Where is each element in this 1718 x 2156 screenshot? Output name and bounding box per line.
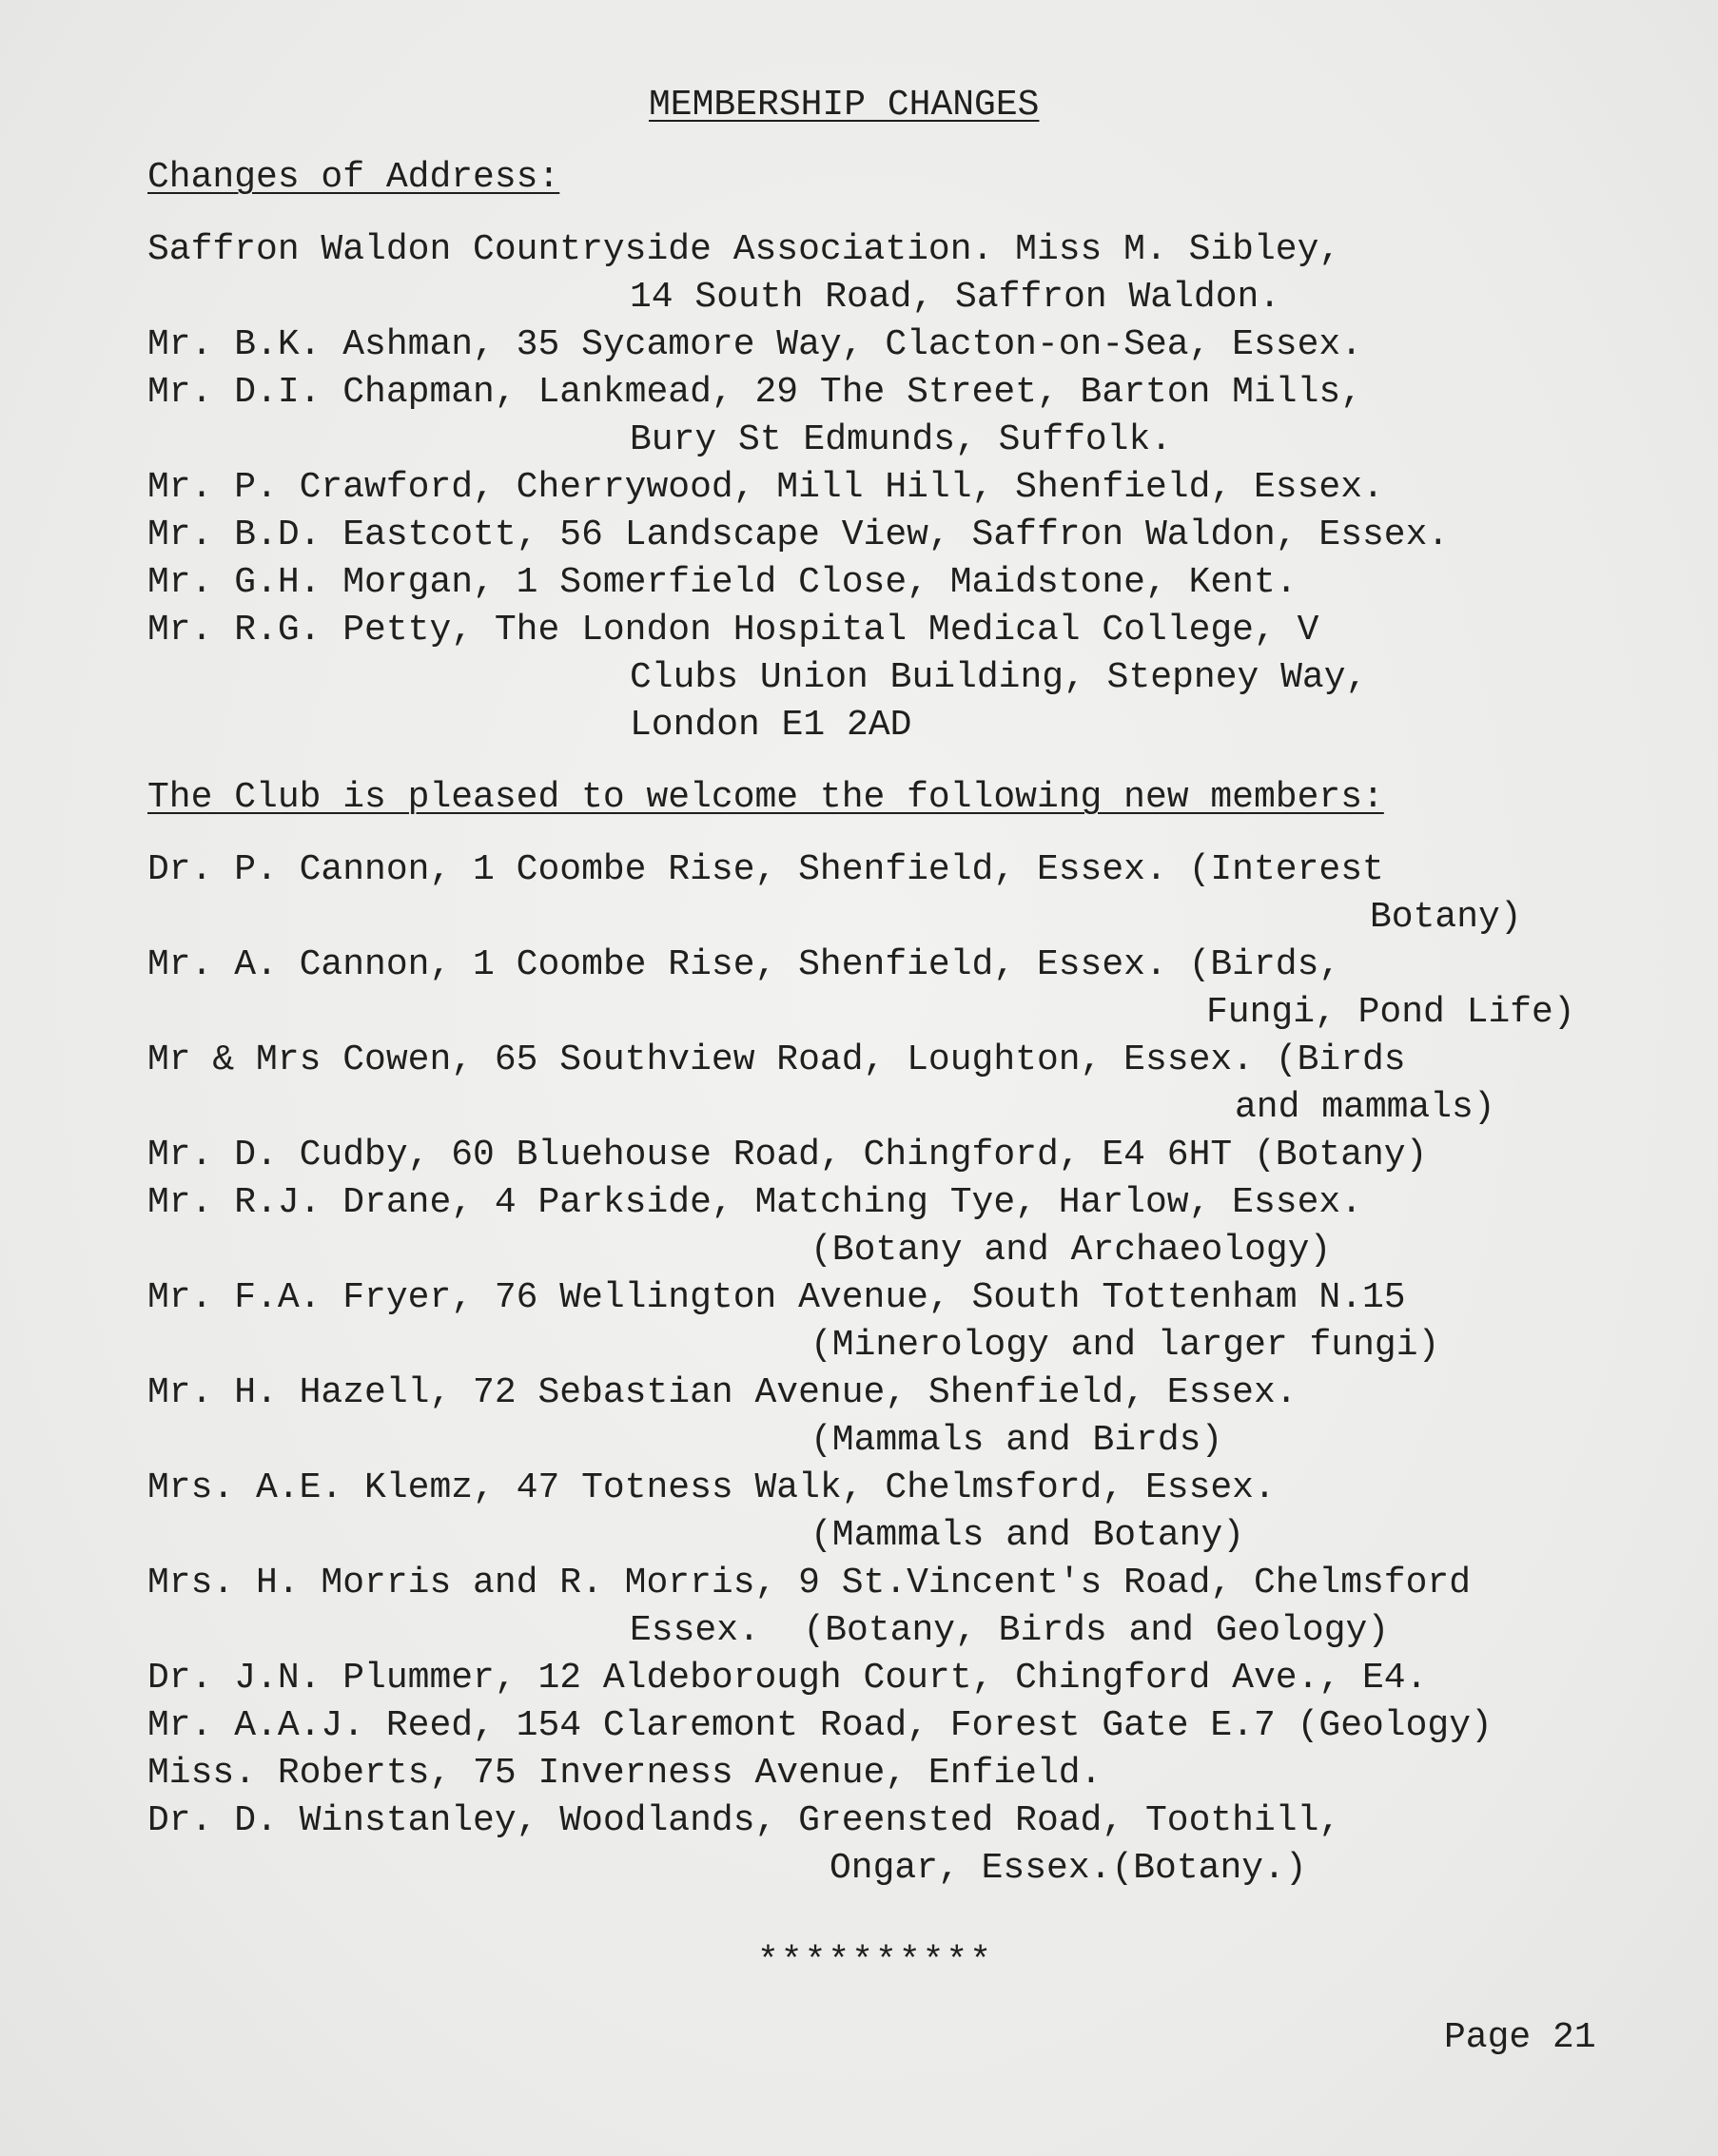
member-line: (Minerology and larger fungi) <box>810 1325 1440 1366</box>
address-line: Mr. B.K. Ashman, 35 Sycamore Way, Clacton-on-Sea, Essex. <box>147 324 1363 365</box>
address-line: Saffron Waldon Countryside Association. Miss M. Sibley, <box>147 229 1341 270</box>
member-line: Dr. J.N. Plummer, 12 Aldeborough Court, Chingford Ave., E4. <box>147 1658 1428 1699</box>
address-line: 14 South Road, Saffron Waldon. <box>630 277 1281 318</box>
page-number: Page 21 <box>1444 2017 1596 2058</box>
new-members-heading: The Club is pleased to welcome the following new members: <box>147 777 1384 818</box>
member-line: Mrs. H. Morris and R. Morris, 9 St.Vincent's Road, Chelmsford <box>147 1563 1472 1603</box>
address-line: Clubs Union Building, Stepney Way, <box>630 657 1368 698</box>
member-line: Mr. D. Cudby, 60 Bluehouse Road, Chingford, E4 6HT (Botany) <box>147 1135 1428 1175</box>
member-line: Essex. (Botany, Birds and Geology) <box>630 1610 1390 1651</box>
address-line: London E1 2AD <box>630 705 912 746</box>
member-line: Mrs. A.E. Klemz, 47 Totness Walk, Chelmsford, Essex. <box>147 1467 1276 1508</box>
member-line: (Botany and Archaeology) <box>810 1230 1332 1271</box>
member-line: Fungi, Pond Life) <box>1206 992 1575 1033</box>
member-line: Dr. P. Cannon, 1 Coombe Rise, Shenfield, Essex. (Interest <box>147 849 1384 890</box>
member-line: (Mammals and Botany) <box>810 1515 1245 1556</box>
changes-of-address-heading: Changes of Address: <box>147 157 560 198</box>
member-line: Mr. A.A.J. Reed, 154 Claremont Road, Forest Gate E.7 (Geology) <box>147 1705 1493 1746</box>
member-line: (Mammals and Birds) <box>810 1420 1223 1461</box>
separator-asterisks: ********** <box>757 1941 994 1982</box>
address-line: Bury St Edmunds, Suffolk. <box>630 419 1173 460</box>
address-line: Mr. R.G. Petty, The London Hospital Medical College, V <box>147 610 1319 651</box>
member-line: Botany) <box>1370 897 1522 938</box>
member-line: Mr. R.J. Drane, 4 Parkside, Matching Tye, Harlow, Essex. <box>147 1182 1363 1223</box>
member-line: Mr & Mrs Cowen, 65 Southview Road, Loughton, Essex. (Birds <box>147 1039 1406 1080</box>
member-line: Miss. Roberts, 75 Inverness Avenue, Enfield. <box>147 1753 1103 1794</box>
address-line: Mr. G.H. Morgan, 1 Somerfield Close, Maidstone, Kent. <box>147 562 1298 603</box>
member-line: Dr. D. Winstanley, Woodlands, Greensted Road, Toothill, <box>147 1800 1341 1841</box>
member-line: Mr. A. Cannon, 1 Coombe Rise, Shenfield, Essex. (Birds, <box>147 944 1341 985</box>
member-line: Mr. F.A. Fryer, 76 Wellington Avenue, South Tottenham N.15 <box>147 1277 1406 1318</box>
member-line: and mammals) <box>1235 1087 1495 1128</box>
member-line: Ongar, Essex.(Botany.) <box>830 1848 1307 1889</box>
address-line: Mr. D.I. Chapman, Lankmead, 29 The Street, Barton Mills, <box>147 372 1363 413</box>
member-line: Mr. H. Hazell, 72 Sebastian Avenue, Shenfield, Essex. <box>147 1372 1298 1413</box>
page-title: MEMBERSHIP CHANGES <box>649 85 1040 126</box>
address-line: Mr. P. Crawford, Cherrywood, Mill Hill, Shenfield, Essex. <box>147 467 1384 508</box>
address-line: Mr. B.D. Eastcott, 56 Landscape View, Saffron Waldon, Essex. <box>147 515 1450 555</box>
